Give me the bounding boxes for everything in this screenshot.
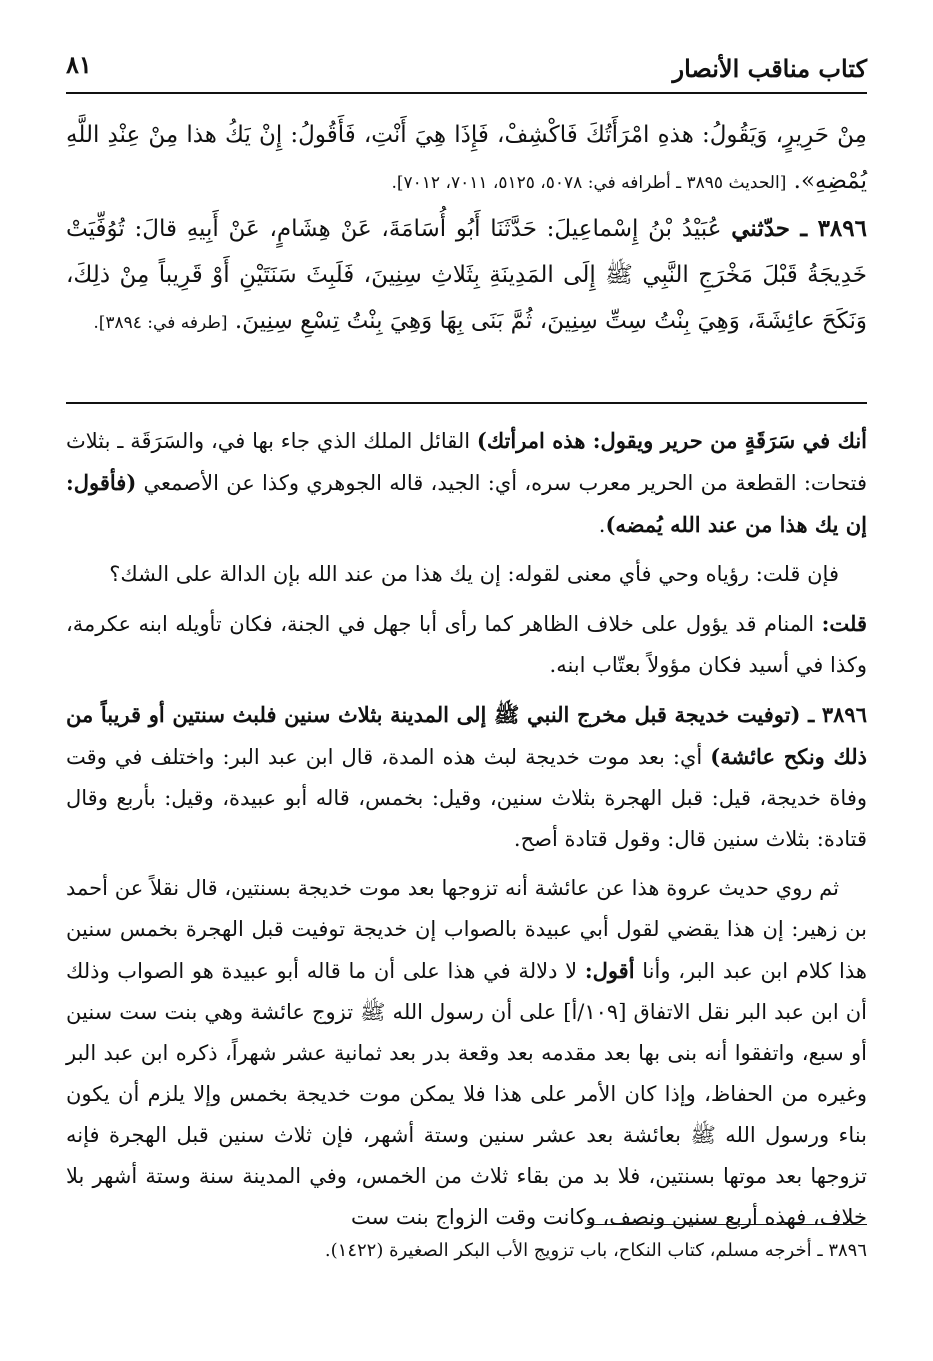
commentary-text: . [598,513,606,537]
commentary-text: فإن قلت: رؤياه وحي فأي معنى لقوله: إن يك هذا من عند الله بإن الدالة على الشك؟ [109,562,839,586]
footnote-text: ٣٨٩٦ ـ أخرجه مسلم، كتاب النكاح، باب تزويج الأب البكر الصغيرة (١٤٢٢). [324,1240,867,1261]
page-header [66,44,867,94]
answer-label: قلت: [821,611,867,636]
commentary-text: لا دلالة في هذا على أن ما قاله أبو عبيدة هو الصواب وذلك أن ابن عبد البر نقل الاتفاق [١٠٩/أ] على أن رسول الله ﷺ تزوج عائشة وهي بنت ست سنين أو سبع، واتفقوا أنه بنى بها بعد مقدمه بعد وقعة بدر بعد ثمانية عشر شهراً، ذكره ابن عبد البر وغيره من الحفاظ، وإذا كان الأمر على هذا فلا يمكن موت خديجة بخمس وإلا يلزم أن يكون بناء ورسول الله ﷺ بعائشة بعد عشر سنين وستة أشهر، فإن ثلاث سنين قبل الهجرة فإنه تزوجها بعد موتها بسنتين، فلا بد من بقاء ثلاث من الخمس، وفي المدينة سنة وستة أشهر بلا خلاف، فهذه أربع سنين ونصف، وكانت وقت الزواج بنت ست [66,959,867,1229]
hadith-reference: [الحديث ٣٨٩٥ ـ أطرافه في: ٥٠٧٨، ٥١٢٥، ٧٠١١، ٧٠١٢]. [391,173,787,193]
footnote-divider [587,1224,867,1225]
chapter-title: كتاب مناقب الأنصار [672,54,867,83]
hadith-number: ٣٨٩٦ ـ حدّثني [731,215,867,242]
quoted-matn: أنك في سَرَقَةٍ من حرير ويقول: هذه امرأتك) [476,428,867,453]
hadith-text: مِنْ حَرِيرٍ، وَيَقُولُ: هذهِ امْرَأَتُكَ فَاكْشِفْ، فَإِذَا هِيَ أَنْتِ، فَأَقُولُ: إِنْ يَكُ هذا مِنْ عِنْدِ اللَّهِ يُمْضِهِ». [66,122,867,194]
commentary-text: أي: بعد موت خديجة لبث هذه المدة، قال ابن عبد البر: واختلف في وقت وفاة خديجة، قيل: قبل الهجرة بثلاث سنين، وقيل: بخمس، قاله أبو عبيدة، وقيل: بأربع وقال قتادة: بثلاث سنين قال: وقول قتادة أصح. [66,745,867,851]
page-number: ٨١ [66,50,92,79]
author-label: أقول: [584,958,635,983]
commentary-text: المنام قد يؤول على خلاف الظاهر كما رأى أبا جهل في الجنة، فكان تأويله ابنه عكرمة، وكذا في أسيد فكان مؤولاً بعتّاب ابنه. [66,612,867,677]
commentary-paragraph [66,420,867,546]
commentary-paragraph [66,868,867,1238]
commentary-text: القائل الملك الذي جاء بها في، والسَرَقَة ـ بثلاث فتحات: القطعة من الحرير معرب سره، أي: الجيد، قاله الجوهري وكذا عن الأصمعي [66,429,867,495]
commentary [66,420,867,1246]
commentary-text: ثم روي حديث عروة هذا عن عائشة أنه تزوجها بعد موت خديجة بسنتين، قال نقلاً عن أحمد بن زهير: إن هذا يقضي لقول أبي عبيدة بالصواب إن خديجة توفيت قبل الهجرة بخمس سنين هذا كلام ابن عبد البر، وأنا [66,876,867,983]
hadith-3896 [66,206,867,346]
commentary-paragraph [66,694,867,860]
quoted-matn: ٣٨٩٦ ـ (توفيت خديجة قبل مخرج النبي ﷺ إلى المدينة بثلاث سنين فلبث سنتين أو قريباً من ذلك ونكح عائشة) [66,702,867,769]
section-divider [66,402,867,404]
commentary-paragraph [66,554,867,595]
hadith-reference: [طرفه في: ٣٨٩٤]. [93,313,228,333]
commentary-paragraph [66,603,867,686]
quoted-matn: (فأقول: إن يك هذا من عند الله يُمضه) [66,470,867,537]
footnote [66,1236,867,1266]
hadith-body: عُبَيْدُ بْنُ إِسْماعِيلَ: حَدَّثَنَا أَبُو أُسَامَةَ، عَنْ هِشَامٍ، عَنْ أَبِيهِ قالَ: تُوُفِّيَتْ خَدِيجَةُ قَبْلَ مَخْرَجِ النَّبِي ﷺ إِلَى المَدِينَةِ بِثَلاثِ سِنِينَ، فَلَبِثَ سَنَتَيْنِ أَوْ قَرِيباً مِنْ ذلِكَ، وَنَكَحَ عائِشَةَ، وَهِيَ بِنْتُ سِتِّ سِنِينَ، ثُمَّ بَنَى بِهَا وَهِيَ بِنْتُ تِسْعِ سِنِينَ. [66,216,867,334]
hadith-main-text [66,112,867,346]
hadith-continuation [66,112,867,206]
